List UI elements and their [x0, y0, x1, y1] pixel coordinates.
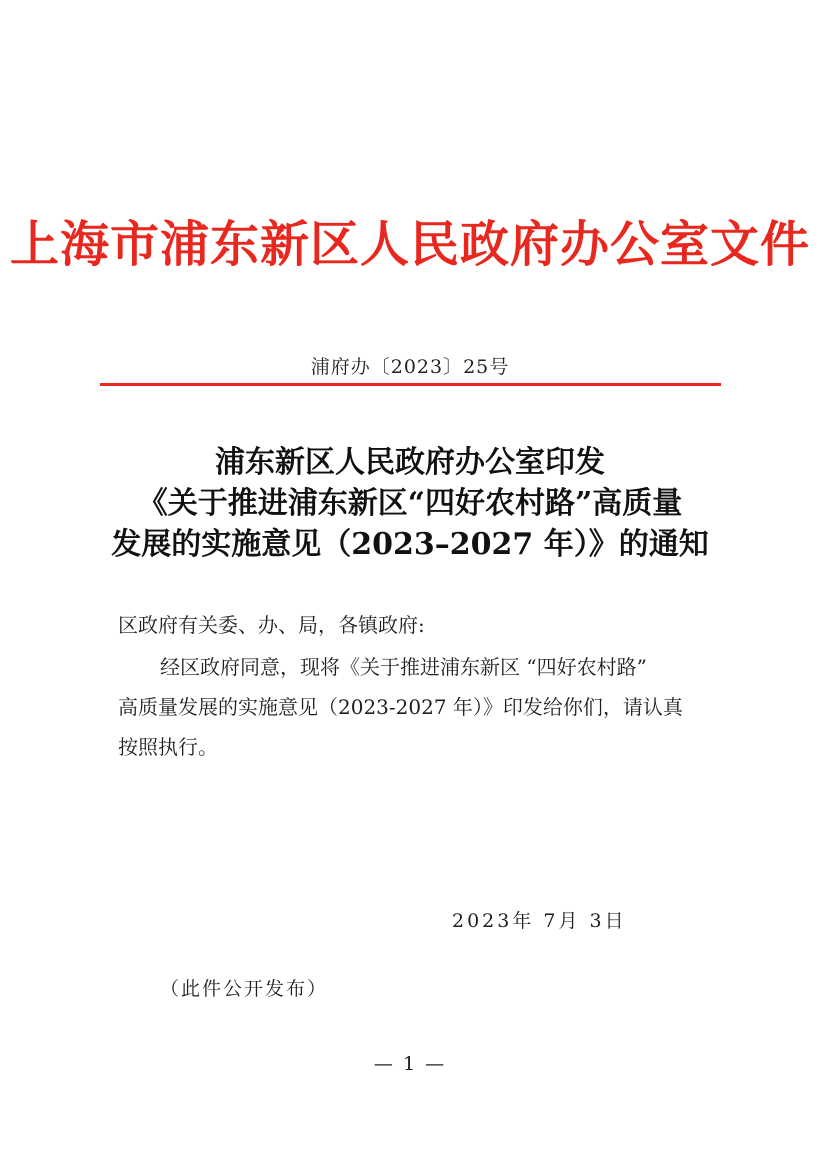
- document-number: 浦府办〔2023〕25号: [310, 356, 510, 378]
- notice-title-line-1: 浦东新区人民政府办公室印发: [215, 445, 605, 480]
- red-divider-line: [100, 383, 721, 386]
- body-paragraph-line-2: 高质量发展的实施意见（2023-2027 年）》印发给你们，请认真: [118, 695, 683, 719]
- notice-title-line-2: 《关于推进浦东新区“四好农村路”高质量: [137, 486, 683, 521]
- notice-title: [80, 442, 740, 565]
- salutation: 区政府有关委、办、局，各镇政府:: [118, 613, 425, 637]
- body-paragraph-line-1: 经区政府同意，现将《关于推进浦东新区 “四好农村路”: [160, 655, 647, 679]
- issue-date: 2023年 7月 3日: [452, 910, 627, 932]
- masthead-title: 上海市浦东新区人民政府办公室文件: [9, 215, 810, 273]
- public-release-note: （此件公开发布）: [160, 978, 329, 1000]
- body-paragraph: [118, 647, 718, 767]
- body-paragraph-line-3: 按照执行。: [118, 735, 218, 759]
- notice-title-line-3: 发展的实施意见（2023–2027 年）》的通知: [111, 527, 709, 562]
- page-number: — 1 —: [373, 1053, 447, 1075]
